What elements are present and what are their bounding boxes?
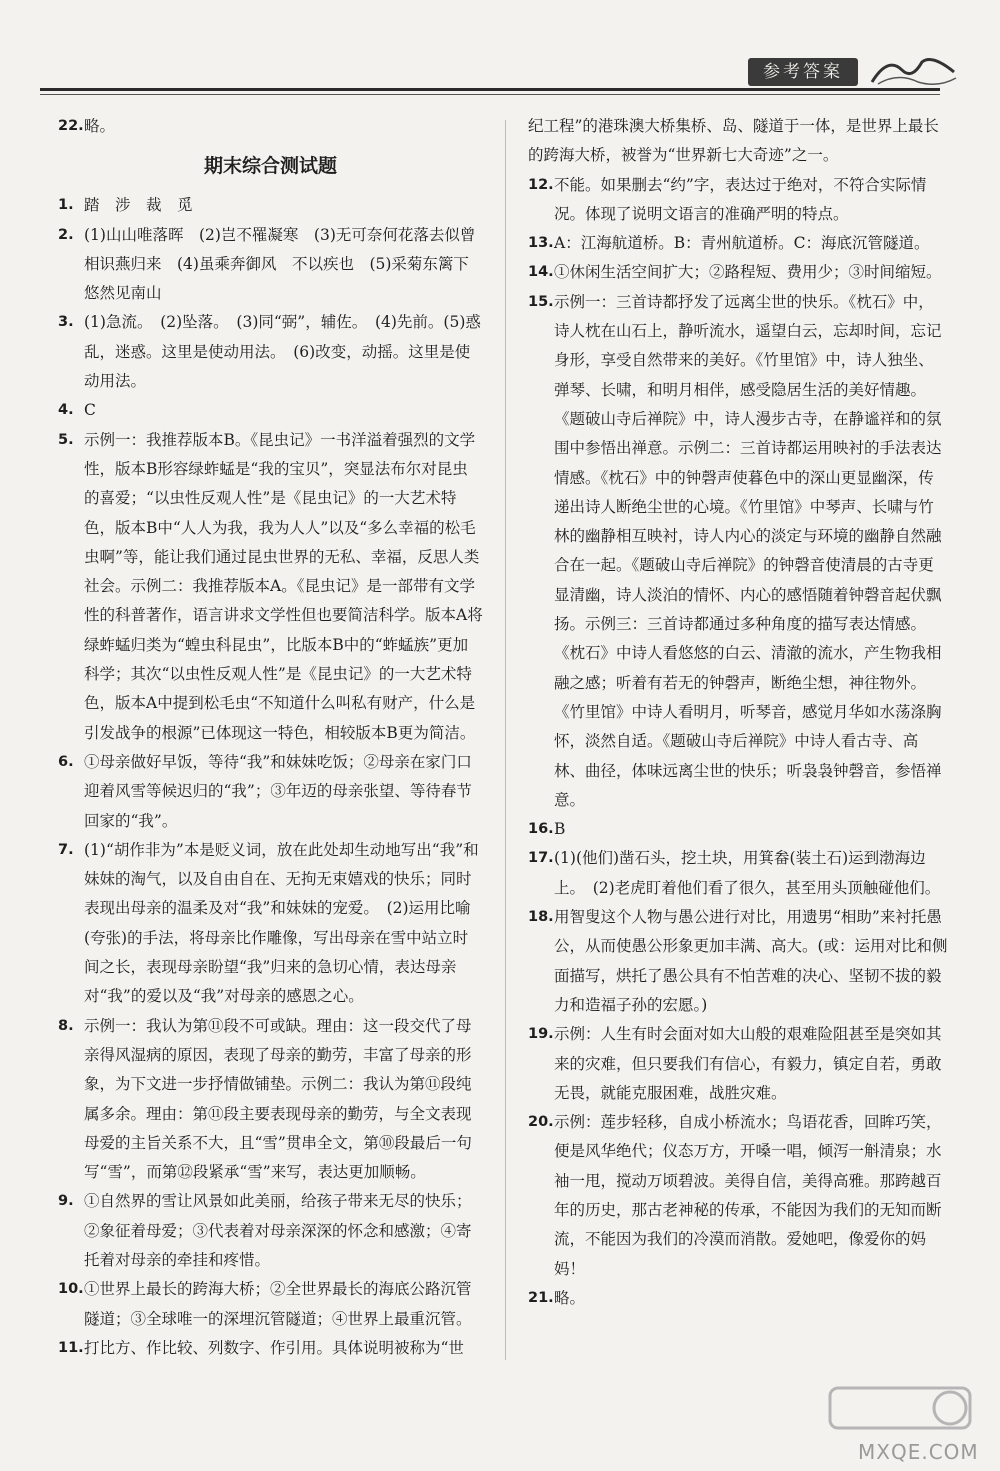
answer-number: 9. xyxy=(58,1193,74,1210)
answer-number: 17. xyxy=(528,850,554,867)
answer-number: 14. xyxy=(528,264,554,281)
answer-item xyxy=(58,1275,483,1334)
answer-item xyxy=(58,1334,483,1363)
answer-text: 示例一：三首诗都抒发了远离尘世的快乐。《枕石》中，诗人枕在山石上，静听流水，遥望白云，忘却时间，忘记身形，享受自然带来的美好。《竹里馆》中，诗人独坐、弹琴、长啸，和明月相伴，感受隐居生活的美好情趣。《题破山寺后禅院》中，诗人漫步古寺，在静谧祥和的氛围中参悟出禅意。示例二：三首诗都运用映衬的手法表达情感。《枕石》中的钟磬声使暮色中的深山更显幽深，传递出诗人断绝尘世的心境。《竹里馆》中琴声、长啸与竹林的幽静相互映衬，诗人内心的淡定与环境的幽静自然融合在一起。《题破山寺后禅院》的钟磬音使清晨的古寺更显清幽，诗人淡泊的情怀、内心的感悟随着钟磬音起伏飘扬。示例三：三首诗都通过多种角度的描写表达情感。《枕石》中诗人看悠悠的白云、清澈的流水，产生物我相融之感；听着有若无的钟磬声，断绝尘想，神往物外。《竹里馆》中诗人看明月，听琴音，感觉月华如水荡涤胸怀，淡然自适。《题破山寺后禅院》中诗人看古寺、高林、曲径，体味远离尘世的快乐；听袅袅钟磬音，参悟禅意。 xyxy=(554,292,942,809)
answer-text: 不能。如果删去“约”字，表达过于绝对，不符合实际情况。体现了说明文语言的准确严明的特点。 xyxy=(554,175,927,223)
answer-text: (1)“胡作非为”本是贬义词，放在此处却生动地写出“我”和妹妹的淘气，以及自由自在、无拘无束嬉戏的快乐；同时表现出母亲的温柔及对“我”和妹妹的宠爱。 (2)运用比喻(夸张)的手法，将母亲比作雕像，写出母亲在雪中站立时间之长，表现母亲盼望“我”归来的急切心情，表达母亲对“我”的爱以及“我”对母亲的感恩之心。 xyxy=(84,840,479,1006)
answer-item xyxy=(58,426,483,748)
answer-number: 10. xyxy=(58,1281,84,1298)
answer-number: 21. xyxy=(528,1289,554,1306)
watermark-text: MXQE.COM xyxy=(858,1440,979,1464)
answer-item xyxy=(58,1187,483,1275)
answer-text: 示例：人生有时会面对如大山般的艰难险阻甚至是突如其来的灾难，但只要我们有信心，有毅力，镇定自若，勇敢无畏，就能克服困难，战胜灾难。 xyxy=(554,1025,942,1102)
answer-item xyxy=(528,171,948,230)
answer-number: 16. xyxy=(528,821,554,838)
answer-item xyxy=(528,903,948,1020)
answer-number: 6. xyxy=(58,753,74,770)
answer-item xyxy=(528,288,948,815)
answer-text: 用智叟这个人物与愚公进行对比，用遗男“相助”来衬托愚公，从而使愚公形象更加丰满、高大。(或：运用对比和侧面描写，烘托了愚公具有不怕苦难的决心、坚韧不拔的毅力和造福子孙的宏愿。) xyxy=(554,908,948,1014)
answer-number: 7. xyxy=(58,841,74,858)
answer-number: 2. xyxy=(58,226,74,243)
answer-item xyxy=(528,815,948,844)
answer-item xyxy=(58,112,483,141)
answer-text: A：江海航道桥。B：青州航道桥。C：海底沉管隧道。 xyxy=(554,234,930,253)
answer-text: 示例一：我推荐版本B。《昆虫记》一书洋溢着强烈的文学性，版本B形容绿蚱蜢是“我的宝贝”，突显法布尔对昆虫的喜爱；“以虫性反观人性”是《昆虫记》的一大艺术特色，版本B中“人人为我，我为人人”以及“多么幸福的松毛虫啊”等，能让我们通过昆虫世界的无私、幸福，反思人类社会。示例二：我推荐版本A。《昆虫记》是一部带有文学性的科普著作，语言讲求文学性但也要简洁科学。版本A将绿蚱蜢归类为“蝗虫科昆虫”，比版本B中的“蚱蜢族”更加科学；其次“以虫性反观人性”是《昆虫记》的一大艺术特色，版本A中提到松毛虫“不知道什么叫私有财产，什么是引发战争的根源”已体现这一特色，相较版本B更为简洁。 xyxy=(84,430,483,742)
answer-number: 8. xyxy=(58,1017,74,1034)
answer-text: (1)(他们)凿石头，挖土块，用箕畚(装土石)运到渤海边上。 (2)老虎盯着他们看了很久，甚至用头顶触碰他们。 xyxy=(554,849,941,897)
answer-text: ①世界上最长的跨海大桥；②全世界最长的海底公路沉管隧道；③全球唯一的深埋沉管隧道；④世界上最重沉管。 xyxy=(84,1280,472,1328)
answer-continuation: 纪工程”的港珠澳大桥集桥、岛、隧道于一体，是世界上最长的跨海大桥，被誉为“世界新七大奇迹”之一。 xyxy=(528,117,939,165)
answer-item xyxy=(528,1284,948,1313)
answer-number: 12. xyxy=(528,176,554,193)
answer-text: 略。 xyxy=(554,1288,586,1307)
answer-number: 15. xyxy=(528,293,554,310)
answer-number: 13. xyxy=(528,235,554,252)
answer-number: 20. xyxy=(528,1114,554,1131)
answer-text: 示例：莲步轻移，自成小桥流水；鸟语花香，回眸巧笑，便是风华绝代；仪态万方，开嗓一唱，倾泻一斛清泉；水袖一甩，搅动万顷碧波。美得自信，美得高雅。那跨越百年的历史，那古老神秘的传承，不能因为我们的无知而断流，不能因为我们的冷漠而消散。爱她吧，像爱你的妈妈！ xyxy=(554,1113,942,1278)
answer-item xyxy=(528,1020,948,1108)
answer-number: 22. xyxy=(58,118,84,134)
answer-item xyxy=(58,396,483,425)
answer-text: 打比方、作比较、列数字、作引用。具体说明被称为“世 xyxy=(84,1338,464,1357)
answer-text: 踏 涉 裁 觅 xyxy=(84,196,193,215)
answer-text: 略。 xyxy=(84,117,116,135)
answer-item xyxy=(58,191,483,220)
answer-text: ①母亲做好早饭，等待“我”和妹妹吃饭；②母亲在家门口迎着风雪等候迟归的“我”；③年迈的母亲张望、等待春节回家的“我”。 xyxy=(84,752,472,830)
answer-number: 5. xyxy=(58,431,74,448)
answer-item xyxy=(528,258,948,287)
answer-item xyxy=(528,844,948,903)
answer-number: 4. xyxy=(58,402,74,419)
answer-number: 18. xyxy=(528,909,554,926)
right-column xyxy=(528,112,948,1313)
answer-item xyxy=(58,836,483,1012)
answer-text: C xyxy=(84,401,96,420)
answer-number: 11. xyxy=(58,1339,84,1356)
answer-text: (1)山山唯落晖 (2)岂不罹凝寒 (3)无可奈何花落去似曾相识燕归来 (4)虽乘奔御风 不以疾也 (5)采菊东篱下 悠然见南山 xyxy=(84,225,485,303)
answer-text: ①自然界的雪让风景如此美丽，给孩子带来无尽的快乐；②象征着母爱；③代表着对母亲深深的怀念和感激；④寄托着对母亲的牵挂和疼惜。 xyxy=(84,1192,472,1269)
header-rule xyxy=(40,88,940,91)
decorative-swoosh-icon xyxy=(868,52,958,88)
answer-item xyxy=(58,221,483,309)
header-rule-thin xyxy=(40,94,940,95)
answer-item xyxy=(58,308,483,396)
answer-item xyxy=(58,748,483,836)
left-column xyxy=(58,112,483,1363)
answer-number: 19. xyxy=(528,1026,554,1043)
answer-text: ①休闲生活空间扩大；②路程短、费用少；③时间缩短。 xyxy=(554,263,942,282)
answer-item xyxy=(58,1012,483,1188)
answer-number: 1. xyxy=(58,197,74,214)
answer-text: 示例一：我认为第⑪段不可或缺。理由：这一段交代了母亲得风湿病的原因，表现了母亲的勤劳，丰富了母亲的形象，为下文进一步抒情做铺垫。示例二：我认为第⑪段纯属多余。理由：第⑪段主要表现母亲的勤劳，与全文表现母爱的主旨关系不大，且“雪”贯串全文，第⑩段最后一句写“雪”，而第⑫段紧承“雪”来写，表达更加顺畅。 xyxy=(84,1016,472,1182)
answer-text: B xyxy=(554,820,566,839)
answer-number: 3. xyxy=(58,314,74,331)
answer-text: (1)急流。 (2)坠落。 (3)同“弼”，辅佐。 (4)先前。(5)惑乱，迷惑。这里是使动用法。 (6)改变，动摇。这里是使动用法。 xyxy=(84,313,481,391)
answer-item xyxy=(528,229,948,258)
answer-item xyxy=(528,1108,948,1284)
section-title: 期末综合测试题 xyxy=(203,155,337,178)
column-divider xyxy=(505,120,506,1360)
header-title: 参考答案 xyxy=(748,58,858,86)
